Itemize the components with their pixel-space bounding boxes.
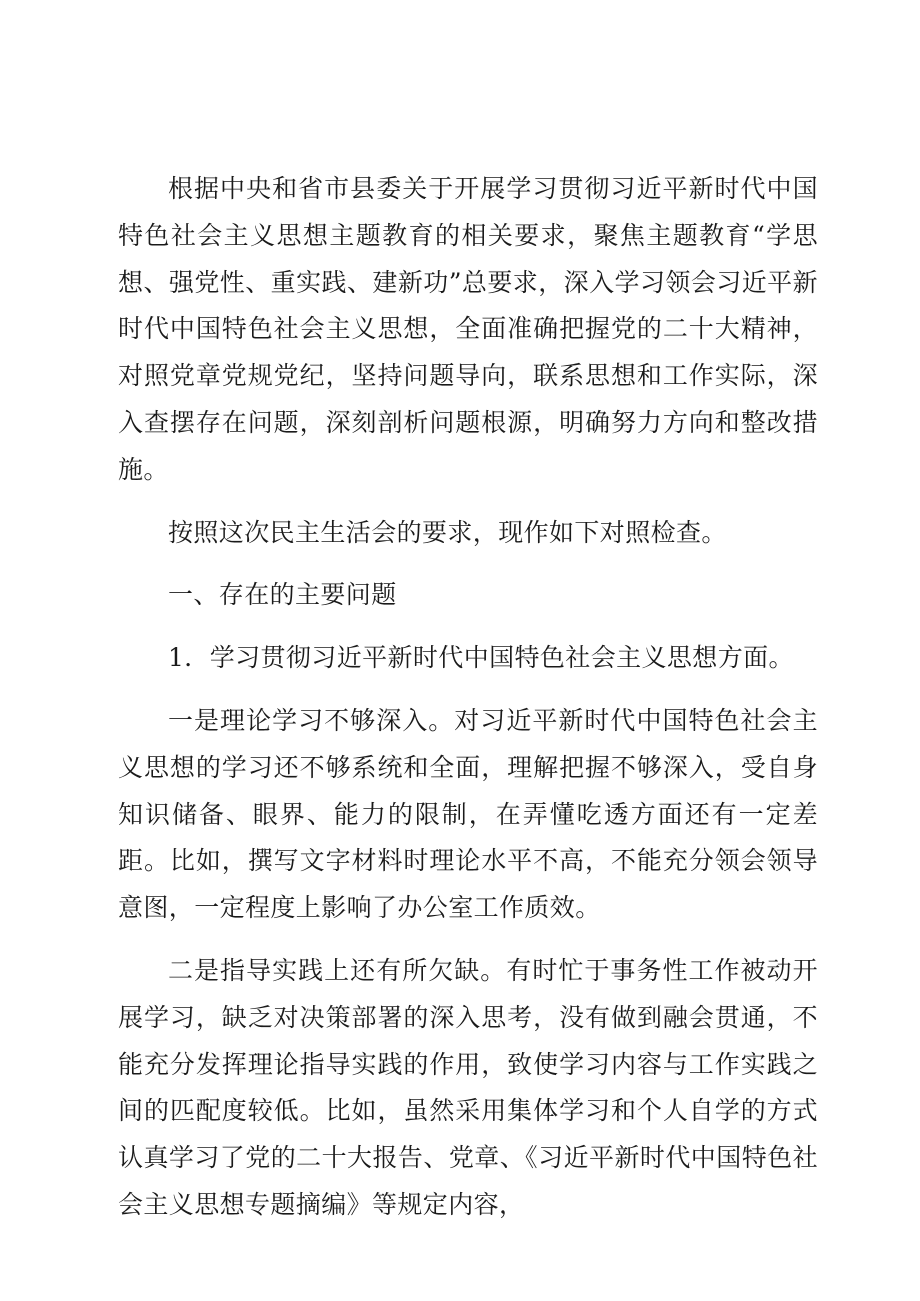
- paragraph-intro: 根据中央和省市县委关于开展学习贯彻习近平新时代中国特色社会主义思想主题教育的相关要求，聚焦主题教育“学思想、强党性、重实践、建新功”总要求，深入学习领会习近平新时代中国特色社会主义思想，全面准确把握党的二十大精神，对照党章党规党纪，坚持问题导向，联系思想和工作实际，深入查摆存在问题，深刻剖析问题根源，明确努力方向和整改措施。: [118, 174, 818, 484]
- paragraph-check-statement: 按照这次民主生活会的要求，现作如下对照检查。: [168, 517, 727, 547]
- section-heading-main-problems: 一、存在的主要问题: [168, 580, 397, 610]
- paragraph-guide-practice: 二是指导实践上还有所欠缺。有时忙于事务性工作被动开展学习，缺乏对决策部署的深入思考，没有做到融会贯通，不能充分发挥理论指导实践的作用，致使学习内容与工作实践之间的匹配度较低。比如，虽然采用集体学习和个人自学的方式认真学习了党的二十大报告、党章、《习近平新时代中国特色社会主义思想专题摘编》等规定内容，: [118, 955, 818, 1219]
- document-body: [118, 166, 818, 1229]
- paragraph-theory-study: 一是理论学习不够深入。对习近平新时代中国特色社会主义思想的学习还不够系统和全面，理解把握不够深入，受自身知识储备、眼界、能力的限制，在弄懂吃透方面还有一定差距。比如，撰写文字材料时理论水平不高，不能充分领会领导意图，一定程度上影响了办公室工作质效。: [118, 705, 818, 923]
- subsection-heading-1: 1．学习贯彻习近平新时代中国特色社会主义思想方面。: [168, 643, 794, 673]
